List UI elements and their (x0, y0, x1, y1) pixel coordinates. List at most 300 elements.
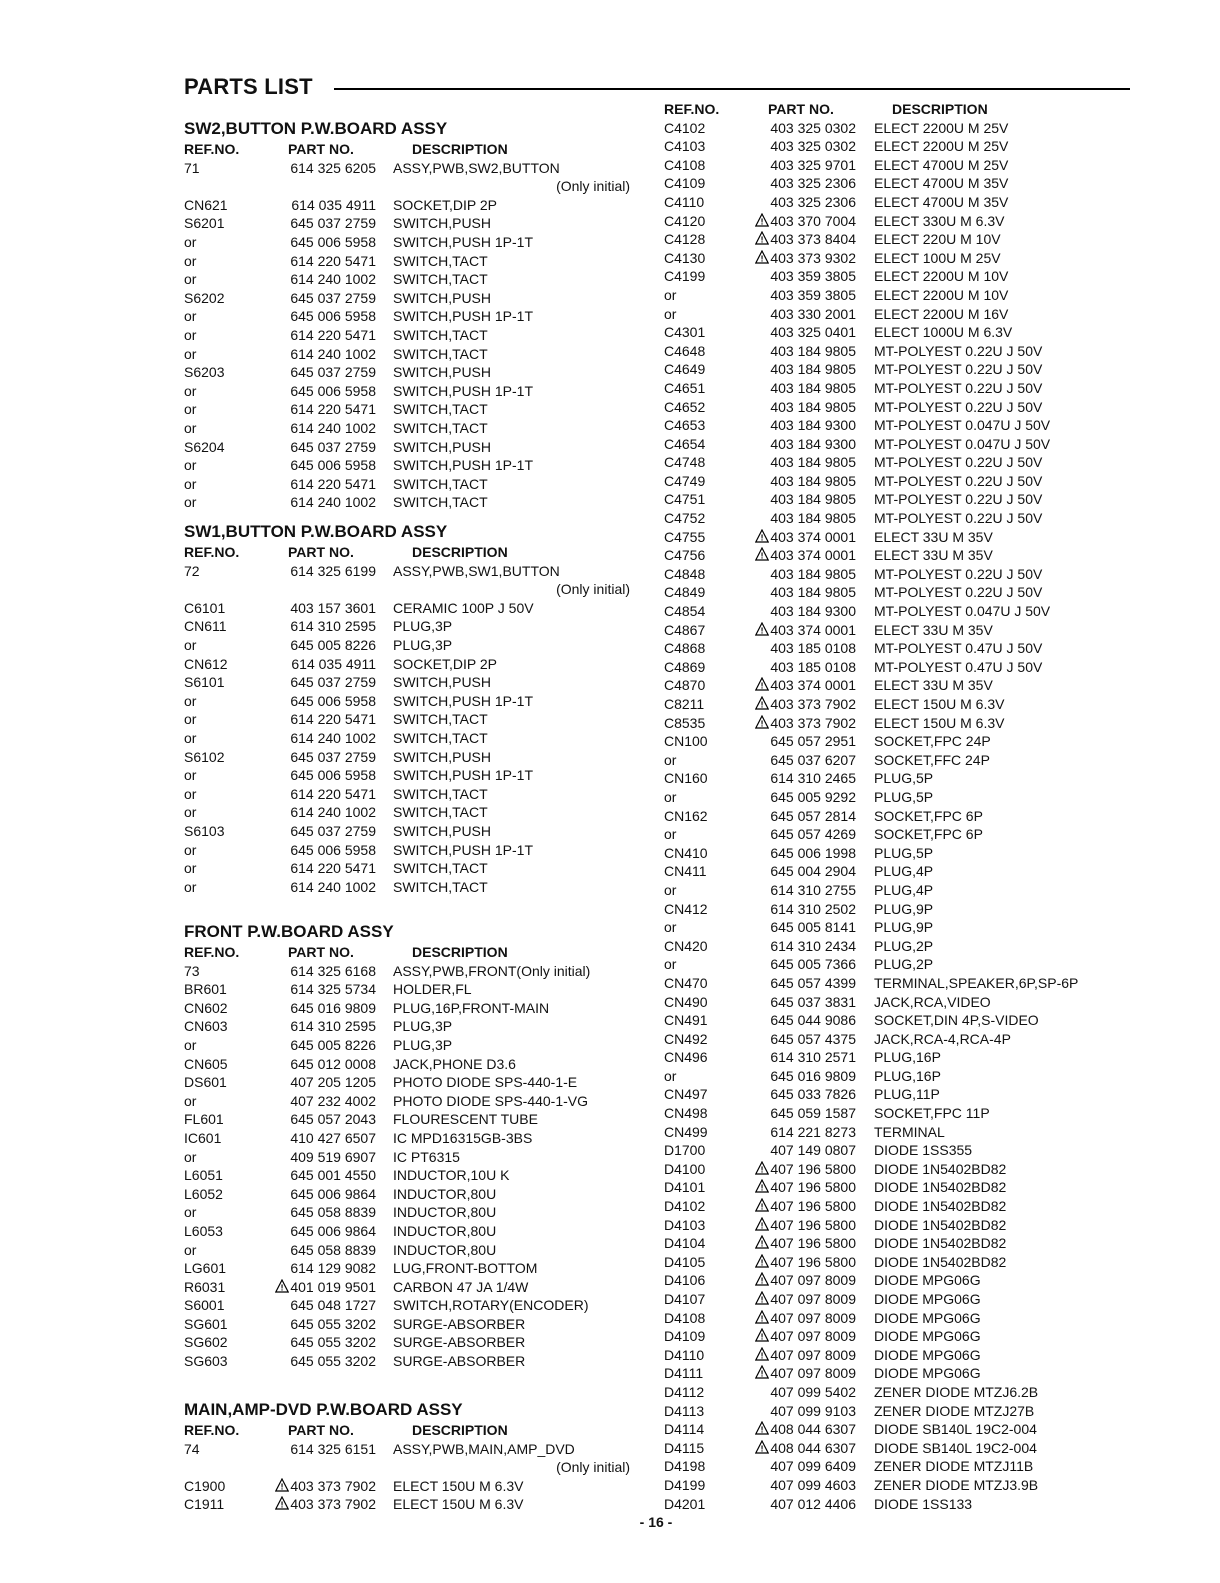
ref-no: S6102 (184, 748, 225, 765)
part-no-cell (740, 472, 856, 491)
column-header-row (184, 943, 636, 962)
part-no: 645 006 5958 (290, 692, 376, 709)
part-no-cell (740, 565, 856, 584)
header-part-no: PART NO. (768, 101, 834, 117)
safety-warning-icon (755, 622, 770, 638)
table-row (664, 844, 1114, 863)
part-no: 645 058 8839 (290, 1204, 376, 1221)
ref-no: or (184, 382, 197, 399)
part-no: 407 196 5800 (770, 1179, 856, 1196)
table-row (664, 379, 1114, 398)
part-no: 403 184 9805 (770, 565, 856, 582)
part-no-cell (740, 1030, 856, 1049)
description: SWITCH,TACT (393, 475, 488, 492)
description: SWITCH,PUSH 1P-1T (393, 233, 534, 250)
part-no-cell (260, 1036, 376, 1055)
svg-text:!: ! (760, 1164, 764, 1175)
part-no-cell (260, 363, 376, 382)
ref-no: 73 (184, 962, 200, 979)
table-row (184, 655, 636, 674)
part-no-cell (260, 999, 376, 1018)
part-no: 645 057 2951 (770, 733, 856, 750)
part-no-cell (260, 289, 376, 308)
ref-no: or (664, 788, 677, 805)
description: DIODE MPG06G (874, 1328, 981, 1345)
table-row (664, 1420, 1114, 1439)
safety-warning-icon (275, 1478, 290, 1494)
part-no: 645 004 2904 (770, 863, 856, 880)
part-no: 645 057 2043 (290, 1111, 376, 1128)
part-no: 614 220 5471 (290, 860, 376, 877)
ref-no: C4869 (664, 658, 706, 675)
description: SWITCH,TACT (393, 401, 488, 418)
table-row (664, 509, 1114, 528)
svg-text:!: ! (760, 1368, 764, 1379)
table-row (664, 1495, 1114, 1514)
part-no-cell (740, 937, 856, 956)
ref-no: C4849 (664, 584, 706, 601)
table-row (664, 212, 1114, 231)
part-no: 614 310 2434 (770, 937, 856, 954)
description: PHOTO DIODE SPS-440-1-E (393, 1074, 578, 1091)
part-no: 403 184 9805 (770, 472, 856, 489)
part-no: 645 006 9864 (290, 1222, 376, 1239)
description: MT-POLYEST 0.047U J 50V (874, 417, 1051, 434)
ref-no: D4100 (664, 1160, 706, 1177)
ref-no: CN492 (664, 1030, 708, 1047)
part-no-cell (260, 878, 376, 897)
description: MT-POLYEST 0.22U J 50V (874, 398, 1043, 415)
table-row (184, 1296, 636, 1315)
table-row (184, 1333, 636, 1352)
description: SWITCH,TACT (393, 494, 488, 511)
ref-no: SG603 (184, 1353, 228, 1370)
svg-text:!: ! (760, 1424, 764, 1435)
part-no-cell (740, 974, 856, 993)
description: MT-POLYEST 0.22U J 50V (874, 584, 1043, 601)
ref-no: C1911 (184, 1496, 225, 1513)
part-no: 645 005 8226 (290, 1036, 376, 1053)
part-no-cell (740, 379, 856, 398)
safety-warning-icon (275, 1496, 290, 1512)
ref-no: CN412 (664, 900, 708, 917)
ref-no: D4111 (664, 1365, 704, 1382)
part-no: 645 005 8226 (290, 636, 376, 653)
description: SWITCH,PUSH 1P-1T (393, 308, 534, 325)
ref-no: CN498 (664, 1105, 708, 1122)
ref-no: D4198 (664, 1458, 706, 1475)
svg-text:!: ! (760, 1313, 764, 1324)
section-title: MAIN,AMP-DVD P.W.BOARD ASSY (184, 1400, 463, 1419)
part-no-cell (740, 230, 856, 249)
part-no-cell (260, 382, 376, 401)
header-description: DESCRIPTION (412, 544, 508, 560)
table-row (184, 1495, 636, 1514)
part-no-cell (260, 1129, 376, 1148)
description: SWITCH,PUSH (393, 822, 491, 839)
ref-no: C4868 (664, 640, 706, 657)
part-no-cell (740, 1253, 856, 1272)
ref-no: C4103 (664, 138, 706, 155)
part-no-cell (740, 1495, 856, 1514)
part-no-cell (260, 307, 376, 326)
safety-warning-icon (755, 1198, 770, 1214)
part-no: 407 097 8009 (770, 1365, 856, 1382)
part-no: 645 044 9086 (770, 1012, 856, 1029)
part-no-cell (260, 822, 376, 841)
description: FLOURESCENT TUBE (393, 1111, 538, 1128)
table-row (184, 233, 636, 252)
ref-no: C4756 (664, 547, 706, 564)
ref-no: CN420 (664, 937, 708, 954)
svg-text:!: ! (760, 1238, 764, 1249)
part-no: 614 325 6205 (290, 159, 376, 176)
ref-no: LG601 (184, 1260, 227, 1277)
ref-no: D4102 (664, 1198, 706, 1215)
description: DIODE 1SS355 (874, 1142, 973, 1159)
part-no-cell (740, 323, 856, 342)
ref-no: or (184, 457, 197, 474)
table-row (184, 1440, 636, 1459)
ref-no: or (664, 881, 677, 898)
svg-text:!: ! (760, 216, 764, 227)
description: HOLDER,FL (393, 981, 472, 998)
description: PLUG,11P (874, 1086, 940, 1103)
part-no: 407 196 5800 (770, 1216, 856, 1233)
section (664, 100, 1114, 1513)
part-no-cell (740, 509, 856, 528)
table-row (664, 1476, 1114, 1495)
description: SWITCH,TACT (393, 252, 488, 269)
table-row (664, 1364, 1114, 1383)
svg-text:!: ! (280, 1282, 284, 1293)
part-no-cell (740, 1104, 856, 1123)
part-no-cell (740, 1476, 856, 1495)
safety-warning-icon (755, 1179, 770, 1195)
part-no-cell (740, 862, 856, 881)
part-no-cell (260, 1333, 376, 1352)
table-row (664, 993, 1114, 1012)
part-no: 407 196 5800 (770, 1235, 856, 1252)
part-no-cell (740, 174, 856, 193)
part-no: 645 005 9292 (770, 788, 856, 805)
part-no: 614 310 2595 (290, 618, 376, 635)
part-no: 407 232 4002 (290, 1092, 376, 1109)
ref-no: D4110 (664, 1346, 705, 1363)
section (184, 118, 636, 512)
part-no: 645 005 8141 (770, 919, 856, 936)
ref-no: or (184, 785, 197, 802)
safety-warning-icon (755, 547, 770, 563)
part-no: 645 037 2759 (290, 748, 376, 765)
safety-warning-icon (755, 1217, 770, 1233)
description: PLUG,3P (393, 618, 453, 635)
table-row (184, 307, 636, 326)
table-row (184, 196, 636, 215)
svg-text:!: ! (760, 1257, 764, 1268)
description: PLUG,5P (874, 770, 934, 787)
ref-no: 72 (184, 562, 200, 579)
part-no: 614 240 1002 (290, 419, 376, 436)
part-no: 645 006 5958 (290, 308, 376, 325)
svg-text:!: ! (760, 532, 764, 543)
part-no-cell (740, 398, 856, 417)
description: SOCKET,FPC 11P (874, 1105, 990, 1122)
header-ref-no: REF.NO. (184, 544, 240, 560)
part-no: 645 037 2759 (290, 364, 376, 381)
page-number: - 16 - (639, 1514, 673, 1530)
ref-no: or (184, 711, 197, 728)
description: ELECT 150U M 6.3V (874, 696, 1005, 712)
table-row (664, 528, 1114, 547)
part-no-cell (740, 1402, 856, 1421)
description: SOCKET,DIN 4P,S-VIDEO (874, 1012, 1039, 1029)
table-row (664, 193, 1114, 212)
description: PHOTO DIODE SPS-440-1-VG (393, 1092, 589, 1109)
description: SWITCH,TACT (393, 419, 488, 436)
table-row (664, 1085, 1114, 1104)
ref-no: L6053 (184, 1222, 223, 1239)
part-no: 401 019 9501 (290, 1278, 376, 1295)
ref-no: R6031 (184, 1278, 226, 1295)
ref-no: D4199 (664, 1476, 706, 1493)
part-no: 403 373 7902 (290, 1496, 376, 1513)
description: ELECT 33U M 35V (874, 528, 993, 545)
description: SWITCH,PUSH (393, 748, 491, 765)
table-row (184, 382, 636, 401)
row-note: (Only initial) (556, 1459, 630, 1476)
part-no: 403 184 9805 (770, 379, 856, 396)
table-row (664, 546, 1114, 565)
part-no-cell (260, 599, 376, 618)
table-row (184, 729, 636, 748)
part-no-cell (740, 1011, 856, 1030)
description: ELECT 220U M 10V (874, 231, 1001, 248)
ref-no: C4653 (664, 417, 706, 434)
table-row (664, 565, 1114, 584)
section-title: FRONT P.W.BOARD ASSY (184, 922, 394, 941)
table-row (664, 156, 1114, 175)
part-no-cell (740, 1216, 856, 1235)
ref-no: S6204 (184, 438, 225, 455)
part-no: 403 157 3601 (290, 599, 376, 616)
header-description: DESCRIPTION (412, 1422, 508, 1438)
part-no: 645 037 2759 (290, 674, 376, 691)
table-row (184, 456, 636, 475)
ref-no: or (184, 1204, 197, 1221)
part-no: 614 129 9082 (290, 1260, 376, 1277)
description: ELECT 2200U M 16V (874, 305, 1009, 322)
ref-no: or (184, 419, 197, 436)
part-no: 403 184 9805 (770, 361, 856, 378)
part-no: 614 240 1002 (290, 729, 376, 746)
part-no-cell (740, 1123, 856, 1142)
ref-no: CN470 (664, 974, 708, 991)
table-row (664, 676, 1114, 695)
part-no: 645 037 3831 (770, 993, 856, 1010)
ref-no: L6051 (184, 1167, 223, 1184)
header-ref-no: REF.NO. (664, 101, 720, 117)
description: ELECT 2200U M 10V (874, 286, 1009, 303)
ref-no: SG601 (184, 1315, 228, 1332)
part-no: 614 310 2502 (770, 900, 856, 917)
table-row (664, 1141, 1114, 1160)
table-row (664, 602, 1114, 621)
ref-no: or (184, 1148, 197, 1165)
table-row (664, 621, 1114, 640)
part-no-cell (740, 602, 856, 621)
description: SWITCH,PUSH (393, 674, 491, 691)
safety-warning-icon (755, 1440, 770, 1456)
safety-warning-icon (755, 1347, 770, 1363)
description: PLUG,5P (874, 844, 934, 861)
header-ref-no: REF.NO. (184, 141, 240, 157)
part-no: 614 325 6168 (290, 962, 376, 979)
safety-warning-icon (755, 213, 770, 229)
part-no-cell (740, 955, 856, 974)
description: ELECT 150U M 6.3V (393, 1477, 524, 1494)
part-no: 645 055 3202 (290, 1334, 376, 1351)
part-no-cell (260, 962, 376, 981)
ref-no: D4107 (664, 1291, 706, 1307)
svg-text:!: ! (280, 1499, 284, 1510)
part-no-cell (740, 1178, 856, 1197)
part-no-cell (740, 1364, 856, 1383)
table-row (184, 962, 636, 981)
table-row (184, 636, 636, 655)
ref-no: CN496 (664, 1049, 708, 1066)
description: ELECT 100U M 25V (874, 249, 1001, 266)
ref-no: D4201 (664, 1495, 706, 1512)
ref-no: BR601 (184, 981, 227, 998)
table-row (664, 1253, 1114, 1272)
description: PLUG,3P (393, 1036, 453, 1053)
header-description: DESCRIPTION (892, 101, 988, 117)
table-row (664, 1402, 1114, 1421)
part-no-cell (740, 1085, 856, 1104)
part-no-cell (260, 345, 376, 364)
row-note: (Only initial) (556, 581, 630, 598)
table-row (184, 289, 636, 308)
table-row (184, 1259, 636, 1278)
table-row (184, 1241, 636, 1260)
ref-no: C8535 (664, 714, 706, 731)
table-row (664, 881, 1114, 900)
table-row (664, 1178, 1114, 1197)
table-row (184, 859, 636, 878)
part-no: 645 016 9809 (290, 999, 376, 1016)
ref-no: or (664, 956, 677, 973)
description: SWITCH,TACT (393, 729, 488, 746)
part-no-cell (740, 695, 856, 714)
safety-warning-icon (755, 1421, 770, 1437)
description: ELECT 2200U M 25V (874, 138, 1009, 155)
page-title: PARTS LIST (184, 74, 313, 99)
safety-warning-icon (755, 1272, 770, 1288)
table-row (184, 345, 636, 364)
table-row (664, 658, 1114, 677)
table-row (184, 326, 636, 345)
table-row (664, 1346, 1114, 1365)
table-row (184, 1073, 636, 1092)
ref-no: C4130 (664, 249, 706, 266)
part-no-cell (740, 844, 856, 863)
ref-no: C4749 (664, 472, 706, 489)
ref-no: C4752 (664, 510, 706, 527)
part-no: 407 097 8009 (770, 1328, 856, 1345)
table-row (664, 1123, 1114, 1142)
part-no: 614 220 5471 (290, 252, 376, 269)
ref-no: or (184, 475, 197, 492)
part-no-cell (260, 636, 376, 655)
description: SWITCH,PUSH 1P-1T (393, 841, 534, 858)
ref-no: C4120 (664, 212, 706, 229)
part-no-cell (260, 214, 376, 233)
svg-text:!: ! (760, 699, 764, 710)
table-row (184, 159, 636, 178)
table-row (184, 1148, 636, 1167)
part-no-cell (260, 692, 376, 711)
part-no: 403 374 0001 (770, 621, 856, 638)
description: DIODE SB140L 19C2-004 (874, 1439, 1037, 1456)
table-row (664, 398, 1114, 417)
table-row (664, 807, 1114, 826)
safety-warning-icon (755, 696, 770, 712)
part-no: 645 012 0008 (290, 1055, 376, 1072)
part-no-cell (260, 766, 376, 785)
part-no-cell (740, 1457, 856, 1476)
svg-text:!: ! (760, 1350, 764, 1361)
description: SWITCH,PUSH (393, 215, 491, 232)
table-row (664, 974, 1114, 993)
part-no: 645 006 5958 (290, 457, 376, 474)
part-no-cell (740, 639, 856, 658)
part-no-cell (740, 751, 856, 770)
part-no-cell (260, 1185, 376, 1204)
description: LUG,FRONT-BOTTOM (393, 1260, 538, 1277)
part-no-cell (260, 196, 376, 215)
svg-text:!: ! (760, 234, 764, 245)
description: PLUG,2P (874, 956, 934, 973)
ref-no: CN497 (664, 1086, 708, 1103)
part-no: 403 325 9701 (770, 156, 856, 173)
part-no-cell (260, 1166, 376, 1185)
table-row (664, 1290, 1114, 1309)
column-header-row (184, 543, 636, 562)
part-no: 614 325 6151 (290, 1440, 376, 1457)
ref-no: CN602 (184, 999, 228, 1016)
table-row (184, 1477, 636, 1496)
part-no: 645 057 2814 (770, 807, 856, 824)
description: ZENER DIODE MTZJ27B (874, 1402, 1035, 1419)
table-row (664, 937, 1114, 956)
table-row (664, 1216, 1114, 1235)
description: ZENER DIODE MTZJ6.2B (874, 1383, 1039, 1400)
ref-no: or (184, 252, 197, 269)
description: DIODE MPG06G (874, 1365, 981, 1382)
description: ASSY,PWB,SW1,BUTTON (393, 562, 560, 579)
column-header-row (184, 1421, 636, 1440)
description: PLUG,16P (874, 1067, 941, 1084)
part-no: 403 325 2306 (770, 193, 856, 210)
description: MT-POLYEST 0.22U J 50V (874, 472, 1043, 489)
table-row (664, 714, 1114, 733)
part-no-cell (740, 583, 856, 602)
description: ELECT 1000U M 6.3V (874, 324, 1013, 341)
table-row (664, 918, 1114, 937)
description: SOCKET,DIP 2P (393, 655, 498, 672)
part-no: 614 240 1002 (290, 804, 376, 821)
